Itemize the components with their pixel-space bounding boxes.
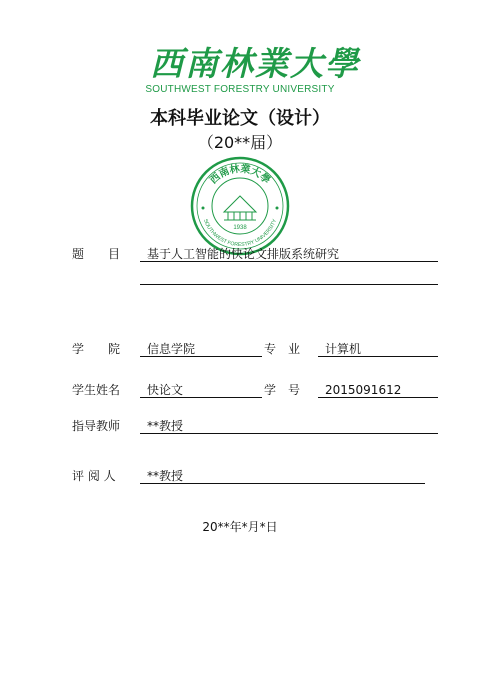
topic-underline-second <box>140 284 438 285</box>
seal-chinese-text: 西南林業大學 <box>208 163 272 187</box>
college-value: 信息学院 <box>147 342 196 356</box>
submission-date: 20**年*月*日 <box>202 520 278 534</box>
reviewer-value: **教授 <box>147 469 184 483</box>
major-label: 专 业 <box>264 342 301 356</box>
graduation-year: （20**届） <box>197 133 283 152</box>
university-seal-icon <box>190 156 290 256</box>
university-logo-english: SOUTHWEST FORESTRY UNIVERSITY <box>145 84 335 95</box>
college-underline <box>140 356 262 357</box>
major-underline <box>318 356 438 357</box>
student-id-label: 学 号 <box>264 383 301 397</box>
major-value: 计算机 <box>325 342 362 356</box>
seal-english-text: SOUTHWEST FORESTRY UNIVERSITY <box>201 218 279 249</box>
topic-value: 基于人工智能的快论文排版系统研究 <box>147 247 340 261</box>
topic-label: 题 目 <box>72 247 121 261</box>
advisor-label: 指导教师 <box>72 419 121 433</box>
college-label: 学 院 <box>72 342 121 356</box>
reviewer-underline <box>140 483 425 484</box>
advisor-value: **教授 <box>147 419 184 433</box>
university-logo-chinese: 西南林業大學 <box>150 44 360 83</box>
topic-underline <box>140 261 438 262</box>
reviewer-label: 评 阅 人 <box>72 469 116 483</box>
student-id-underline <box>318 397 438 398</box>
student-name-label: 学生姓名 <box>72 383 121 397</box>
student-id-value: 2015091612 <box>325 383 402 397</box>
document-title: 本科毕业论文（设计） <box>150 108 330 129</box>
seal-year: 1938 <box>233 225 247 231</box>
student-name-value: 快论文 <box>147 383 184 397</box>
student-name-underline <box>140 397 262 398</box>
advisor-underline <box>140 433 438 434</box>
